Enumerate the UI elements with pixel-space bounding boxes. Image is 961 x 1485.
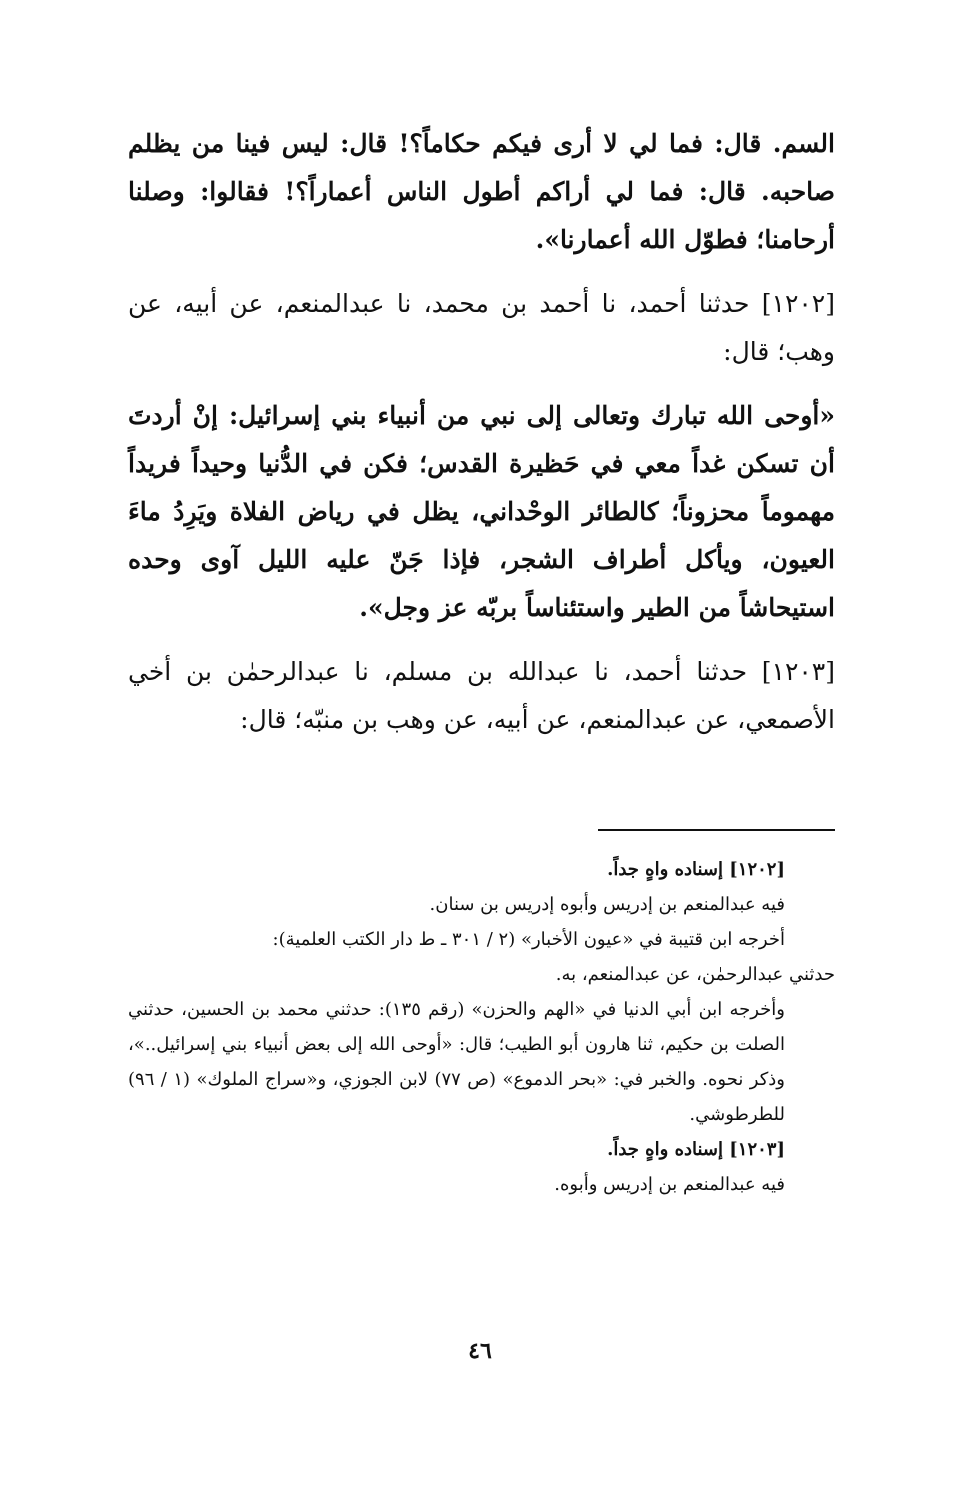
footnote-line: فيه عبدالمنعم بن إدريس وأبوه إدريس بن سنان.: [429, 894, 785, 915]
footnote-line: [١٢٠٢] إسناده واهٍ جداً.: [607, 859, 785, 880]
page-number: ٤٦: [468, 1338, 492, 1364]
footnotes: [128, 852, 835, 1202]
main-paragraph: [١٢٠٢] حدثنا أحمد، نا أحمد بن محمد، نا عبدالمنعم، عن أبيه، عن وهب؛ قال:: [128, 289, 835, 366]
footnote-line: وأخرجه ابن أبي الدنيا في «الهم والحزن» (رقم ١٣٥): حدثني محمد بن الحسين، حدثني الصلت بن حكيم، ثنا هارون أبو الطيب؛ قال: «أوحى الله إلى بعض أنبياء بني إسرائيل..»، وذكر نحوه. والخبر في: «بحر الدموع» (ص ٧٧) لابن الجوزي، و«سراج الملوك» (١ / ٩٦) للطرطوشي.: [128, 999, 785, 1125]
footnote-line: حدثني عبدالرحمٰن، عن عبدالمنعم، به.: [555, 964, 835, 985]
main-paragraph: السم. قال: فما لي لا أرى فيكم حكاماً؟! قال: ليس فينا من يظلم صاحبه. قال: فما لي أراكم أطول الناس أعماراً؟! فقالوا: وصلنا أرحامنا؛ فطوّل الله أعمارنا».: [128, 129, 835, 254]
main-text: [128, 120, 835, 744]
footnote-line: [١٢٠٣] إسناده واهٍ جداً.: [607, 1139, 785, 1160]
footnote-separator: [598, 829, 835, 831]
footnote-line: أخرجه ابن قتيبة في «عيون الأخبار» (٢ / ٣٠١ ـ ط دار الكتب العلمية):: [272, 929, 785, 950]
main-paragraph: «أوحى الله تبارك وتعالى إلى نبي من أنبياء بني إسرائيل: إنْ أردتَ أن تسكن غداً معي في حَظيرة القدس؛ فكن في الدُّنيا وحيداً فريداً مهموماً محزوناً؛ كالطائر الوحْداني، يظل في رياض الفلاة ويَرِدُ ماءَ العيون، ويأكل أطراف الشجر، فإذا جَنّ عليه الليل آوى وحده استيحاشاً من الطير واستئناساً بربّه عز وجل».: [128, 401, 836, 622]
footnote-line: فيه عبدالمنعم بن إدريس وأبوه.: [554, 1174, 785, 1195]
main-paragraph: [١٢٠٣] حدثنا أحمد، نا عبدالله بن مسلم، نا عبدالرحمٰن بن أخي الأصمعي، عن عبدالمنعم، عن أبيه، عن وهب بن منبّه؛ قال:: [128, 657, 835, 734]
